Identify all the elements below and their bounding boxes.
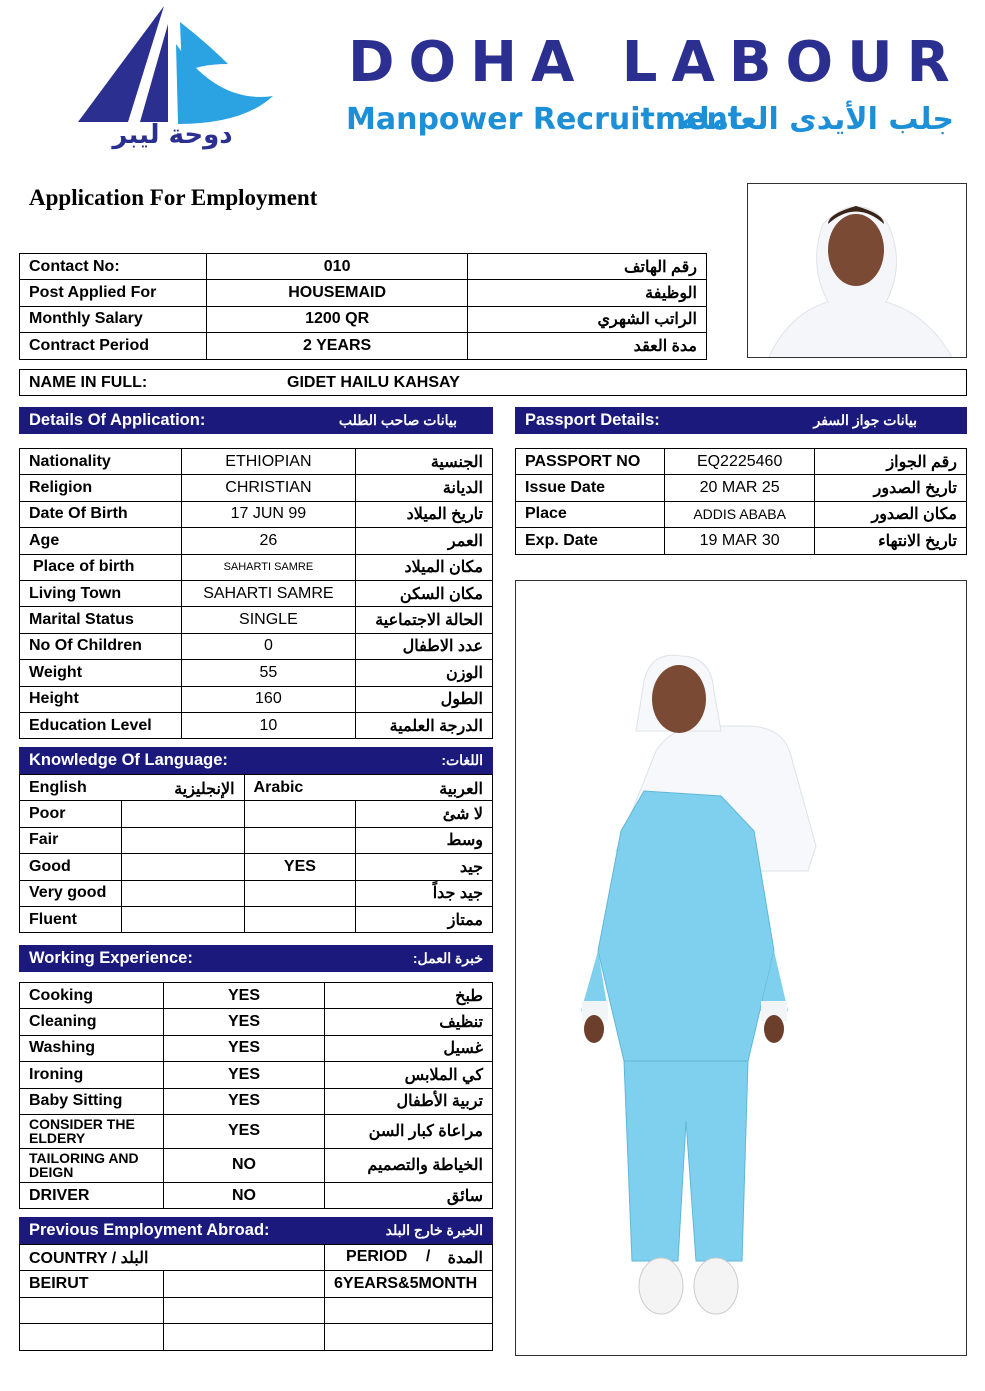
skill-label-ar: الخياطة والتصميم: [325, 1148, 493, 1182]
language-level-ar: جيد جداً: [356, 880, 493, 906]
separator: /: [425, 1247, 431, 1265]
abroad-period: [325, 1297, 493, 1323]
table-row: [20, 554, 493, 580]
brand-name: DOHA LABOUR: [348, 30, 964, 95]
language-level-ar: وسط: [356, 827, 493, 853]
english-level-value: [121, 880, 244, 906]
table-row: [20, 528, 493, 554]
period-label: PERIOD: [346, 1247, 408, 1265]
contact-label-ar: الراتب الشهري: [468, 306, 707, 332]
period-label-ar: المدة: [447, 1249, 483, 1267]
table-row: [20, 607, 493, 633]
brand-tagline-arabic: جلب الأيدى العاملة: [680, 102, 954, 137]
contact-label: Contact No:: [20, 254, 207, 280]
table-row: [20, 983, 493, 1009]
contact-table: [19, 253, 707, 360]
detail-label-ar: الوزن: [356, 660, 493, 686]
country-header: [20, 1245, 325, 1271]
contact-label-ar: رقم الهاتف: [468, 254, 707, 280]
language-level: Poor: [20, 801, 122, 827]
name-in-full-box: [19, 369, 967, 396]
contact-label-ar: الوظيفة: [468, 280, 707, 306]
abroad-section-header: [19, 1217, 493, 1244]
abroad-country: [20, 1297, 164, 1323]
abroad-period: [325, 1324, 493, 1350]
skill-value: YES: [163, 1114, 324, 1148]
passport-value: EQ2225460: [664, 449, 815, 475]
language-level-ar: جيد: [356, 854, 493, 880]
page-title: Application For Employment: [29, 185, 318, 210]
country-label-ar: البلد: [120, 1249, 149, 1267]
table-row: [20, 254, 707, 280]
detail-label-ar: الدرجة العلمية: [356, 712, 493, 738]
full-body-photo: [515, 580, 967, 1356]
abroad-empty-cell: [163, 1271, 324, 1297]
detail-value: SAHARTI SAMRE: [181, 554, 356, 580]
language-level: Fluent: [20, 906, 122, 932]
skill-label-ar: تنظيف: [325, 1009, 493, 1035]
contact-label: Monthly Salary: [20, 306, 207, 332]
experience-table: [19, 982, 493, 1209]
language-title-ar: اللغات:: [441, 752, 483, 768]
details-title-ar: بيانات صاحب الطلب: [338, 412, 457, 428]
abroad-country: [20, 1324, 164, 1350]
detail-label: Height: [20, 686, 182, 712]
experience-section-header: [19, 945, 493, 972]
skill-label-ar: سائق: [325, 1182, 493, 1208]
table-row: [20, 801, 493, 827]
detail-label-ar: مكان الميلاد: [356, 554, 493, 580]
table-row: [20, 475, 493, 501]
table-row: [20, 501, 493, 527]
skill-label: Cleaning: [20, 1009, 164, 1035]
contact-value: 010: [206, 254, 468, 280]
table-row: [516, 475, 967, 501]
skill-label: Washing: [20, 1035, 164, 1061]
skill-value: NO: [163, 1182, 324, 1208]
name-label: NAME IN FULL:: [29, 374, 148, 391]
passport-value: 19 MAR 30: [664, 528, 815, 554]
detail-value: 10: [181, 712, 356, 738]
detail-label: No Of Children: [20, 633, 182, 659]
skill-value: YES: [163, 1088, 324, 1114]
contact-label: Contract Period: [20, 333, 207, 359]
detail-label-ar: مكان السكن: [356, 580, 493, 606]
arabic-header: [244, 775, 492, 801]
abroad-country: BEIRUT: [20, 1271, 164, 1297]
detail-value: CHRISTIAN: [181, 475, 356, 501]
language-title: Knowledge Of Language:: [29, 751, 228, 769]
table-row: [20, 1182, 493, 1208]
abroad-period: 6YEARS&5MONTH: [325, 1271, 493, 1297]
abroad-empty-cell: [163, 1297, 324, 1323]
detail-value: 17 JUN 99: [181, 501, 356, 527]
arabic-level-value: YES: [244, 854, 356, 880]
table-row: [20, 580, 493, 606]
table-row: [20, 1088, 493, 1114]
passport-label-ar: رقم الجواز: [815, 449, 967, 475]
contact-value: 2 YEARS: [206, 333, 468, 359]
logo-arabic-text: دوحة ليبر: [112, 120, 233, 150]
passport-value: 20 MAR 25: [664, 475, 815, 501]
detail-value: SAHARTI SAMRE: [181, 580, 356, 606]
table-row: [20, 686, 493, 712]
passport-label-ar: تاريخ الصدور: [815, 475, 967, 501]
detail-label-ar: الطول: [356, 686, 493, 712]
passport-label-ar: مكان الصدور: [815, 501, 967, 527]
english-label: English: [29, 778, 87, 796]
language-table: [19, 774, 493, 933]
arabic-level-value: [244, 801, 356, 827]
detail-label: Religion: [20, 475, 182, 501]
headshot-photo: [747, 183, 967, 358]
table-row: [20, 1035, 493, 1061]
table-row: [20, 827, 493, 853]
english-label-ar: الإنجليزية: [174, 780, 235, 798]
table-row: [20, 1271, 493, 1297]
company-logo: [68, 4, 280, 154]
detail-value: 55: [181, 660, 356, 686]
table-row: [20, 1324, 493, 1350]
details-table: [19, 448, 493, 739]
table-row: [20, 1297, 493, 1323]
language-level: Good: [20, 854, 122, 880]
detail-label: Education Level: [20, 712, 182, 738]
english-level-value: [121, 906, 244, 932]
table-row: [20, 1009, 493, 1035]
skill-label-ar: تربية الأطفال: [325, 1088, 493, 1114]
skill-label-ar: غسيل: [325, 1035, 493, 1061]
table-row: [20, 1062, 493, 1088]
abroad-table: [19, 1244, 493, 1351]
table-row: [20, 906, 493, 932]
skill-value: YES: [163, 1035, 324, 1061]
english-level-value: [121, 801, 244, 827]
separator: /: [111, 1249, 121, 1267]
detail-value: 160: [181, 686, 356, 712]
detail-label: Age: [20, 528, 182, 554]
table-row: [20, 660, 493, 686]
detail-label: Weight: [20, 660, 182, 686]
detail-label-ar: عدد الاطفال: [356, 633, 493, 659]
experience-title: Working Experience:: [29, 949, 193, 967]
detail-label: Living Town: [20, 580, 182, 606]
language-level-ar: ممتاز: [356, 906, 493, 932]
english-header: [20, 775, 245, 801]
experience-title-ar: خبرة العمل:: [412, 950, 483, 966]
table-row: [20, 1114, 493, 1148]
skill-label: Baby Sitting: [20, 1088, 164, 1114]
table-row: [20, 333, 707, 359]
skill-label-ar: طبخ: [325, 983, 493, 1009]
english-level-value: [121, 854, 244, 880]
detail-value: 26: [181, 528, 356, 554]
contact-value: 1200 QR: [206, 306, 468, 332]
language-level-ar: لا شئ: [356, 801, 493, 827]
passport-title-ar: بيانات جواز السفر: [813, 412, 917, 428]
skill-label-ar: كي الملابس: [325, 1062, 493, 1088]
language-level: Very good: [20, 880, 122, 906]
table-row: [20, 449, 493, 475]
english-level-value: [121, 827, 244, 853]
detail-value: ETHIOPIAN: [181, 449, 356, 475]
detail-label-ar: الجنسية: [356, 449, 493, 475]
passport-label-ar: تاريخ الانتهاء: [815, 528, 967, 554]
table-row: [20, 712, 493, 738]
skill-value: YES: [163, 983, 324, 1009]
arabic-level-value: [244, 906, 356, 932]
contact-value: HOUSEMAID: [206, 280, 468, 306]
skill-value: YES: [163, 1009, 324, 1035]
skill-label: Ironing: [20, 1062, 164, 1088]
skill-label: CONSIDER THE ELDERY: [20, 1114, 164, 1148]
arabic-label: Arabic: [253, 778, 304, 796]
abroad-title: Previous Employment Abroad:: [29, 1221, 270, 1239]
passport-label: Issue Date: [516, 475, 665, 501]
skill-label-ar: مراعاة كبار السن: [325, 1114, 493, 1148]
arabic-level-value: [244, 880, 356, 906]
skill-label: TAILORING AND DEIGN: [20, 1148, 164, 1182]
detail-label-ar: الديانة: [356, 475, 493, 501]
detail-label: Marital Status: [20, 607, 182, 633]
period-header: [325, 1245, 493, 1271]
skill-label: Cooking: [20, 983, 164, 1009]
brand-tagline: Manpower Recruitment: [346, 102, 743, 137]
contact-label: Post Applied For: [20, 280, 207, 306]
skill-value: YES: [163, 1062, 324, 1088]
passport-label: PASSPORT NO: [516, 449, 665, 475]
detail-label-ar: تاريخ الميلاد: [356, 501, 493, 527]
arabic-label-ar: العربية: [439, 780, 483, 798]
abroad-empty-cell: [163, 1324, 324, 1350]
table-row: [20, 1148, 493, 1182]
table-row: [20, 854, 493, 880]
passport-section-header: [515, 407, 967, 434]
detail-value: 0: [181, 633, 356, 659]
skill-value: NO: [163, 1148, 324, 1182]
passport-title: Passport Details:: [525, 411, 660, 429]
contact-label-ar: مدة العقد: [468, 333, 707, 359]
language-section-header: [19, 747, 493, 774]
detail-value: SINGLE: [181, 607, 356, 633]
detail-label: Nationality: [20, 449, 182, 475]
table-row: [20, 1245, 493, 1271]
table-row: [20, 633, 493, 659]
arabic-level-value: [244, 827, 356, 853]
passport-value: ADDIS ABABA: [664, 501, 815, 527]
passport-label: Exp. Date: [516, 528, 665, 554]
detail-label-ar: العمر: [356, 528, 493, 554]
language-level: Fair: [20, 827, 122, 853]
passport-label: Place: [516, 501, 665, 527]
table-row: [20, 880, 493, 906]
table-row: [20, 280, 707, 306]
table-row: [20, 306, 707, 332]
details-section-header: [19, 407, 493, 434]
country-label: COUNTRY: [29, 1249, 108, 1267]
passport-table: [515, 448, 967, 555]
detail-label: Place of birth: [20, 554, 182, 580]
detail-label: Date Of Birth: [20, 501, 182, 527]
name-value: GIDET HAILU KAHSAY: [287, 374, 460, 391]
table-row: [516, 528, 967, 554]
table-row: [516, 501, 967, 527]
table-row: [516, 449, 967, 475]
detail-label-ar: الحالة الاجتماعية: [356, 607, 493, 633]
abroad-title-ar: الخبرة خارج البلد: [385, 1222, 483, 1238]
table-row: [20, 775, 493, 801]
skill-label: DRIVER: [20, 1182, 164, 1208]
details-title: Details Of Application:: [29, 411, 206, 429]
